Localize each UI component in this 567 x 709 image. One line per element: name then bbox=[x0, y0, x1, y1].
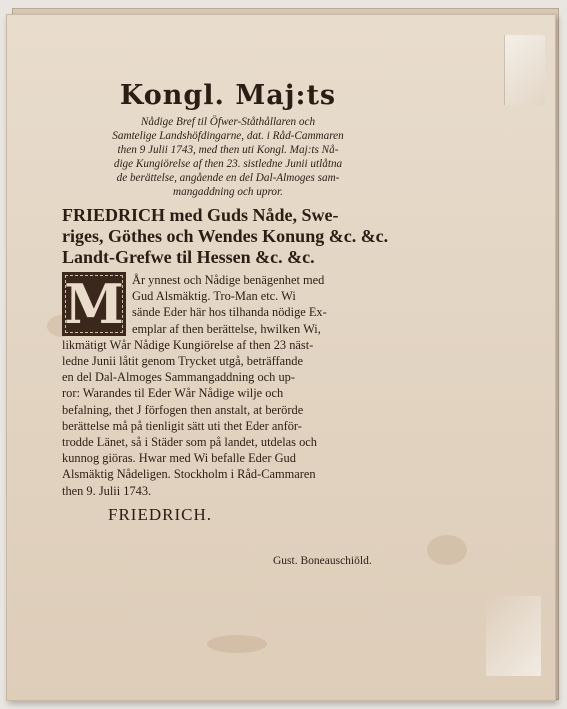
body-line: then 9. Julii 1743. bbox=[62, 483, 152, 498]
body-line: befalning, thet J förfogen then anstalt, at berörde bbox=[62, 402, 304, 417]
body-line: kunnog giöras. Hwar med Wi befalle Eder Gud bbox=[62, 451, 296, 466]
folded-corner-bottom bbox=[486, 596, 541, 676]
stain bbox=[207, 635, 267, 653]
heading-line: riges, Göthes och Wendes Konung &c. &c. bbox=[62, 226, 389, 246]
body-line: trodde Länet, så i Städer som på landet, utdelas och bbox=[62, 435, 317, 450]
body-line: ledne Junii låtit genom Trycket utgå, beträffande bbox=[62, 354, 303, 369]
document-subtitle bbox=[62, 115, 394, 199]
body-line: Alsmäktig Nådeligen. Stockholm i Råd-Cammaren bbox=[62, 467, 316, 482]
subtitle-line: Samtelige Landshöfdingarne, dat. i Råd-Cammaren bbox=[112, 130, 344, 142]
king-signature: FRIEDRICH. bbox=[108, 504, 212, 524]
royal-heading bbox=[62, 205, 394, 268]
heading-line: Landt-Grefwe til Hessen &c. &c. bbox=[62, 247, 315, 267]
heading-line: FRIEDRICH med Guds Nåde, Swe- bbox=[62, 205, 339, 225]
decree-text bbox=[62, 80, 394, 525]
body-line: Gud Alsmäktig. Tro-Man etc. Wi bbox=[132, 289, 296, 304]
folded-corner-top bbox=[504, 35, 545, 105]
subtitle-line: Nådige Bref til Öfwer-Ståthållaren och bbox=[140, 116, 316, 128]
body-line: emplar af then berättelse, hwilken Wi, bbox=[132, 321, 321, 336]
decorated-initial: M bbox=[62, 272, 126, 336]
body-line: berättelse må på tienligit sätt uti thet Eder anför- bbox=[62, 418, 302, 433]
body-line: År ynnest och Nådige benägenhet med bbox=[132, 273, 325, 287]
subtitle-line: de berättelse, angående en del Dal-Almoges sam- bbox=[116, 172, 340, 184]
countersignature: Gust. Boneauschiöld. bbox=[273, 555, 372, 567]
body-line: en del Dal-Almoges Sammangaddning och up- bbox=[62, 370, 295, 385]
body-line: ror: Warandes til Eder Wår Nådige wilje och bbox=[62, 386, 284, 401]
stain bbox=[427, 535, 467, 565]
body-line: sände Eder här hos tilhanda nödige Ex- bbox=[132, 305, 327, 320]
subtitle-line: dige Kungiörelse af then 23. sistledne Junii utlåtna bbox=[113, 158, 343, 170]
subtitle-line: mangaddning och upror. bbox=[173, 186, 283, 198]
letter-body bbox=[62, 272, 394, 499]
document-title: Kongl. Maj:ts bbox=[119, 80, 337, 111]
subtitle-line: then 9 Julii 1743, med then uti Kongl. Maj:ts Nå- bbox=[117, 144, 339, 156]
body-line: likmätigt Wår Nådige Kungiörelse af then 23 näst- bbox=[62, 337, 314, 352]
